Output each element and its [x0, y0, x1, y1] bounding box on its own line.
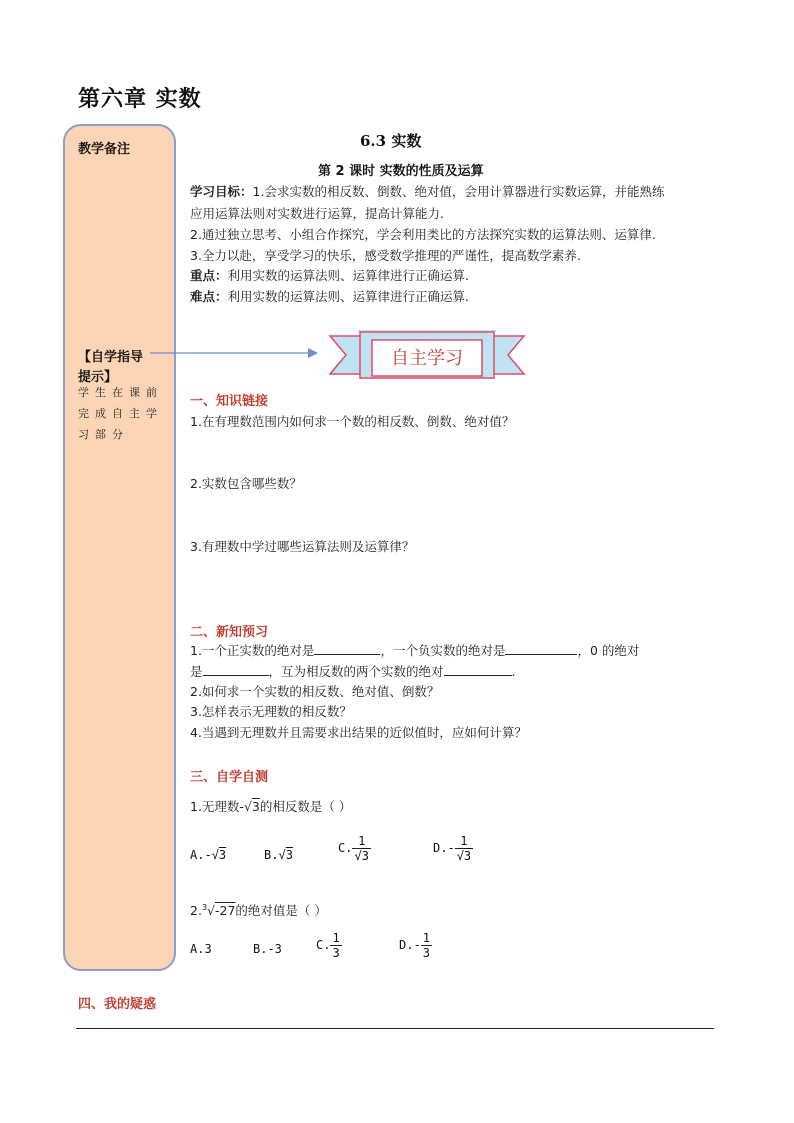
sidebar-notes-column: [63, 124, 176, 971]
arrow-icon: [150, 346, 320, 360]
q2-radicand: -27: [215, 903, 236, 918]
part1-question-2: 2.实数包含哪些数？: [190, 476, 302, 491]
objectives-line-2: 应用运算法则对实数进行运算，提高计算能力.: [190, 206, 444, 221]
part3-question-2: [190, 901, 327, 919]
q1-option-b[interactable]: [264, 848, 293, 862]
option-b-prefix: B.: [264, 848, 279, 862]
sqrt-icon: √: [211, 848, 219, 862]
part2-heading: 二、新知预习: [190, 625, 269, 640]
part4-heading: 四、我的疑惑: [78, 997, 157, 1012]
fraction: [352, 834, 370, 863]
objectives-line-3: 2.通过独立思考、小组合作探究，学会利用类比的方法探究实数的运算法则、运算律.: [190, 227, 656, 242]
objectives-label: 学习目标：: [190, 184, 253, 199]
key-point-label: 重点：: [190, 268, 228, 283]
q1-text-a: 1.一个正实数的绝对是: [190, 643, 315, 658]
fraction-denominator: 3: [332, 946, 340, 960]
section-title: 6.3 实数: [360, 132, 422, 150]
fraction-numerator: 1: [422, 931, 430, 945]
part1-question-3: 3.有理数中学过哪些运算法则及运算律？: [190, 539, 415, 554]
answer-line[interactable]: [76, 1028, 714, 1029]
q2-option-a[interactable]: A.3: [190, 942, 212, 956]
cube-root-index: 3: [201, 902, 208, 912]
lesson-title: 第 2 课时 实数的性质及运算: [318, 164, 484, 179]
part2-question-2: 2.如何求一个实数的相反数、绝对值、倒数？: [190, 684, 440, 699]
q1-suffix: 的相反数是（ ）: [259, 799, 352, 814]
part2-question-3: 3.怎样表示无理数的相反数？: [190, 704, 352, 719]
q1-prefix: 1.无理数-: [190, 799, 244, 814]
q1-text-e: ，互为相反数的两个实数的绝对: [268, 664, 444, 679]
q1-text-f: .: [511, 664, 516, 679]
q1-text-d: 是: [190, 664, 203, 679]
part2-question-1: [190, 641, 639, 659]
answer-blank[interactable]: [203, 663, 269, 676]
q1-option-d[interactable]: [433, 834, 473, 863]
difficulty-label: 难点：: [190, 289, 228, 304]
option-b-radicand: 3: [285, 848, 293, 862]
part2-question-1-cont: [190, 662, 516, 680]
fraction: [421, 931, 432, 960]
q2-suffix: 的绝对值是（ ）: [235, 903, 327, 918]
teaching-notes-label: 教学备注: [78, 142, 131, 157]
answer-blank[interactable]: [505, 642, 577, 655]
fraction-numerator: 1: [332, 931, 340, 945]
fraction-numerator: 1: [455, 834, 473, 849]
part1-heading: 一、知识链接: [190, 394, 269, 409]
q1-option-a[interactable]: [190, 848, 226, 862]
part3-heading: 三、自学自测: [190, 770, 269, 785]
difficulty: [190, 287, 469, 305]
difficulty-text: 利用实数的运算法则、运算律进行正确运算.: [227, 289, 469, 304]
objectives-line-4: 3.全力以赴，享受学习的快乐，感受数学推理的严谨性，提高数学素养.: [190, 248, 581, 263]
fraction-denominator: √3: [354, 849, 369, 863]
sqrt-icon: √: [243, 799, 252, 814]
option-d-prefix: D.-: [399, 938, 421, 952]
q2-option-d[interactable]: [399, 931, 432, 960]
fraction-denominator: √3: [456, 849, 472, 863]
part2-question-4: 4.当遇到无理数并且需要求出结果的近似值时，应如何计算？: [190, 725, 527, 740]
answer-blank[interactable]: [314, 642, 380, 655]
fraction-denominator: 3: [422, 946, 430, 960]
q1-radicand: 3: [251, 799, 260, 814]
fraction: [330, 931, 341, 960]
part1-question-1: 1.在有理数范围内如何求一个数的相反数、倒数、绝对值？: [190, 414, 515, 429]
fraction-radicand: 3: [361, 849, 369, 863]
objectives-line-1: [190, 182, 664, 200]
q2-prefix: 2.: [190, 903, 202, 918]
option-a-radicand: 3: [218, 848, 227, 862]
q2-option-c[interactable]: [316, 931, 342, 960]
option-d-prefix: D.-: [433, 841, 455, 855]
q1-option-c[interactable]: [338, 834, 371, 863]
option-a-prefix: A.-: [190, 848, 212, 862]
self-study-guide-label: 【自学指导: [78, 350, 144, 365]
fraction-numerator: 1: [352, 834, 370, 849]
chapter-title: 第六章 实数: [78, 86, 202, 112]
fraction: [455, 834, 473, 863]
answer-blank[interactable]: [444, 663, 512, 676]
q2-option-b[interactable]: B.-3: [253, 942, 282, 956]
key-point: [190, 266, 469, 284]
banner-text: 自主学习: [391, 348, 463, 369]
self-study-guide-label-cont: 提示】: [78, 370, 118, 385]
part3-question-1: [190, 797, 351, 815]
objectives-text-1: 1.会求实数的相反数、倒数、绝对值，会用计算器进行实数运算，并能熟练: [252, 184, 665, 199]
sqrt-icon: √: [278, 848, 286, 862]
q1-text-b: ，一个负实数的绝对是: [380, 643, 506, 658]
sqrt-icon: √: [207, 903, 215, 918]
q1-text-c: ，0 的绝对: [577, 643, 640, 658]
self-study-guide-note: 学生在课前完成自主学习部分: [78, 386, 163, 441]
option-c-prefix: C.: [338, 841, 353, 855]
option-c-prefix: C.: [316, 938, 331, 952]
key-point-text: 利用实数的运算法则、运算律进行正确运算.: [227, 268, 469, 283]
fraction-radicand: 3: [463, 849, 472, 863]
